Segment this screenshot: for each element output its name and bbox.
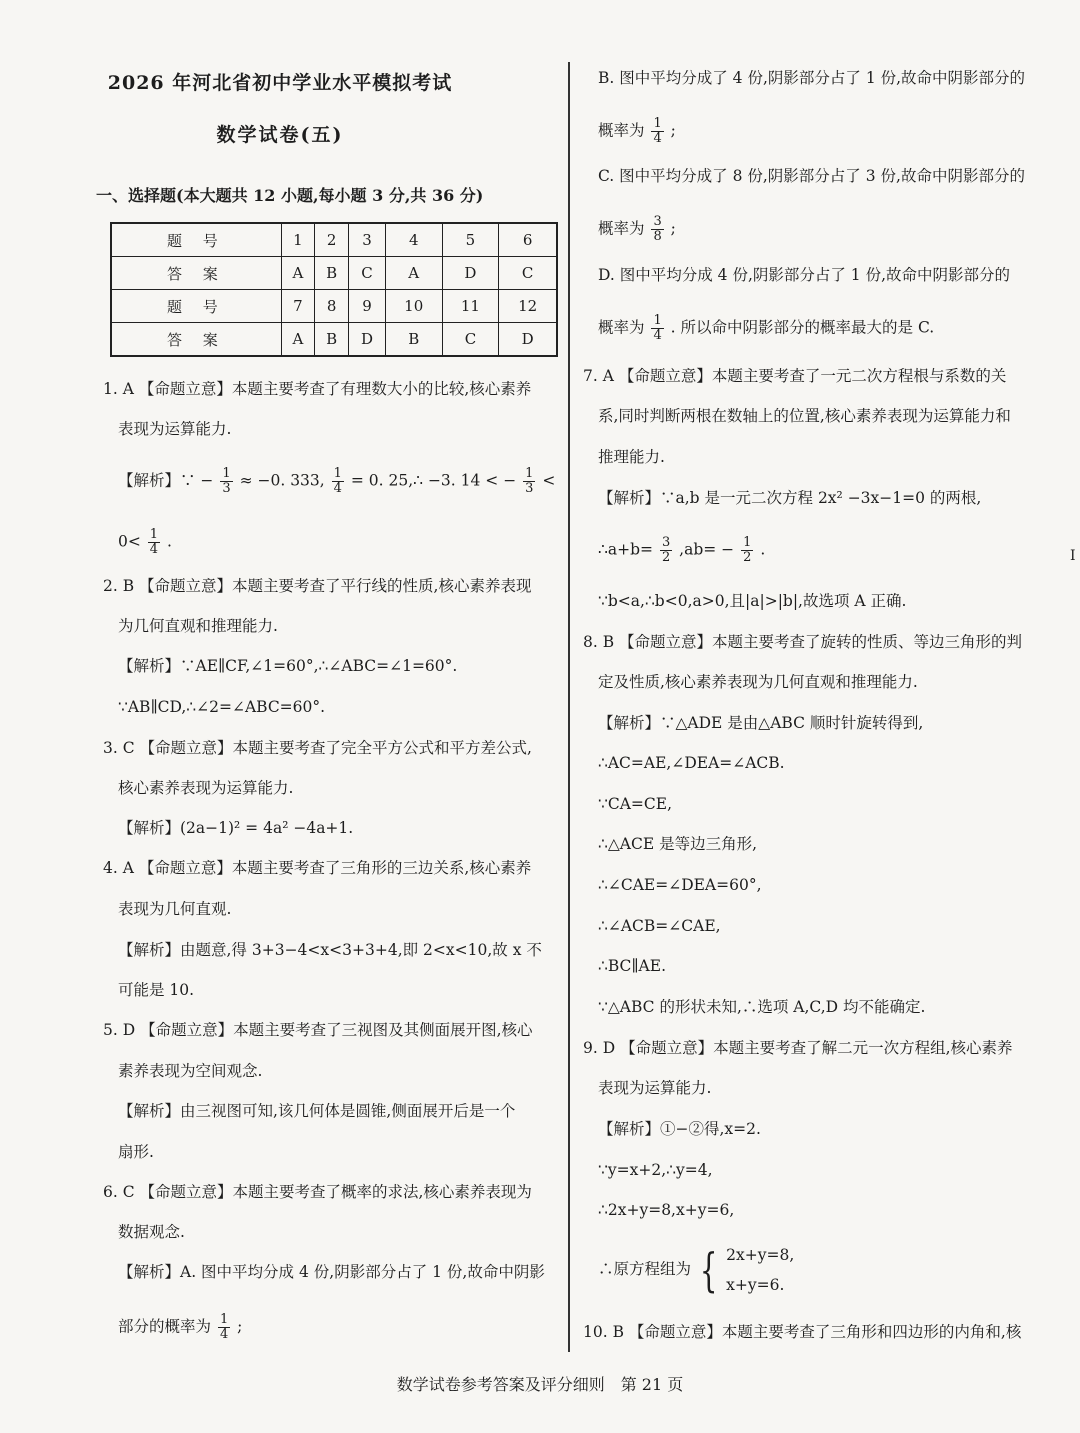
denominator: 3 xyxy=(525,481,534,496)
q10-stem: 10. B 【命题立意】本题主要考查了三角形和四边形的内角和,核 xyxy=(583,1323,1022,1341)
q7-analysis-cont xyxy=(598,536,765,565)
text: ∴原方程组为 xyxy=(598,1260,692,1278)
numerator: 1 xyxy=(743,535,752,550)
q8-step3: ∴△ACE 是等边三角形, xyxy=(598,835,758,853)
equation-stack xyxy=(726,1240,794,1300)
table-cell: A xyxy=(281,323,314,357)
q8-step6: ∴BC∥AE. xyxy=(598,957,666,975)
q4-analysis-cont: 可能是 10. xyxy=(118,981,195,999)
page-footer: 数学试卷参考答案及评分细则 第 21 页 xyxy=(396,1375,684,1394)
numerator: 1 xyxy=(653,116,662,131)
table-cell: C xyxy=(349,257,386,290)
text: 概率为 xyxy=(598,121,645,140)
table-cell: 7 xyxy=(281,290,314,323)
text: ∴a+b= xyxy=(598,540,653,559)
numerator: 1 xyxy=(149,527,159,542)
numerator: 1 xyxy=(525,466,534,481)
q6-stem: 6. C 【命题立意】本题主要考查了概率的求法,核心素养表现为 xyxy=(103,1183,532,1201)
q7-analysis: 【解析】∵a,b 是一元二次方程 2x² −3x−1=0 的两根, xyxy=(598,489,982,507)
q2-stem-cont: 为几何直观和推理能力. xyxy=(118,617,278,635)
table-cell: D xyxy=(442,257,499,290)
numerator: 3 xyxy=(661,535,671,550)
exam-title: 2026 年河北省初中学业水平模拟考试 xyxy=(107,72,453,94)
denominator: 4 xyxy=(653,131,662,146)
q6-option-b: B. 图中平均分成了 4 份,阴影部分占了 1 份,故命中阴影部分的 xyxy=(598,69,1026,87)
table-cell: 答 案 xyxy=(111,257,281,290)
table-cell: 10 xyxy=(385,290,442,323)
numerator: 1 xyxy=(653,313,662,328)
q5-analysis-cont: 扇形. xyxy=(118,1143,154,1161)
table-cell: 5 xyxy=(442,223,499,257)
fraction xyxy=(148,528,160,557)
denominator: 8 xyxy=(653,229,662,244)
q6-option-c: C. 图中平均分成了 8 份,阴影部分占了 3 份,故命中阴影部分的 xyxy=(598,167,1025,185)
q7-analysis-cont2: ∵b<a,∴b<0,a>0,且|a|>|b|,故选项 A 正确. xyxy=(598,592,907,610)
table-row xyxy=(111,223,557,257)
q4-stem-cont: 表现为几何直观. xyxy=(118,900,232,918)
q7-stem-cont2: 推理能力. xyxy=(598,448,665,466)
numerator: 1 xyxy=(222,466,231,481)
equation-2: x+y=6. xyxy=(726,1276,785,1294)
q8-stem: 8. B 【命题立意】本题主要考查了旋转的性质、等边三角形的判 xyxy=(583,633,1023,651)
q5-stem: 5. D 【命题立意】本题主要考查了三视图及其侧面展开图,核心 xyxy=(103,1021,533,1039)
text: = 0. 25,∴ −3. 14 < − xyxy=(350,471,517,490)
table-cell: B xyxy=(315,323,349,357)
q4-stem: 4. A 【命题立意】本题主要考查了三角形的三边关系,核心素养 xyxy=(103,859,532,877)
table-cell: A xyxy=(385,257,442,290)
table-cell: 题 号 xyxy=(111,223,281,257)
table-row xyxy=(111,323,557,357)
q8-step2: ∵CA=CE, xyxy=(598,795,673,813)
denominator: 4 xyxy=(653,328,662,343)
column-divider xyxy=(568,62,570,1352)
denominator: 4 xyxy=(333,481,342,496)
q1-analysis xyxy=(118,467,555,496)
table-cell: 1 xyxy=(281,223,314,257)
table-cell: B xyxy=(315,257,349,290)
table-cell: 题 号 xyxy=(111,290,281,323)
paper-title: 数学试卷(五) xyxy=(216,124,344,146)
section-heading: 一、选择题(本大题共 12 小题,每小题 3 分,共 36 分) xyxy=(96,186,484,205)
q1-analysis-cont xyxy=(118,528,172,557)
text: . xyxy=(760,540,766,559)
table-cell: A xyxy=(281,257,314,290)
q6-option-d: D. 图中平均分成 4 份,阴影部分占了 1 份,故命中阴影部分的 xyxy=(598,266,1011,284)
q6-option-d-cont xyxy=(598,314,934,343)
fraction xyxy=(220,467,232,496)
table-cell: D xyxy=(349,323,386,357)
fraction xyxy=(660,536,672,565)
table-row xyxy=(111,290,557,323)
q3-analysis: 【解析】(2a−1)² = 4a² −4a+1. xyxy=(118,819,354,837)
text: . xyxy=(167,532,172,551)
q6-option-b-cont xyxy=(598,117,676,146)
text: 部分的概率为 xyxy=(118,1317,212,1336)
q8-step1: ∴AC=AE,∠DEA=∠ACB. xyxy=(598,754,785,772)
q8-step4: ∴∠CAE=∠DEA=60°, xyxy=(598,876,762,894)
table-cell: 答 案 xyxy=(111,323,281,357)
text: ≈ −0. 333, xyxy=(239,471,325,490)
q6-option-c-cont xyxy=(598,215,676,244)
text: 0< xyxy=(118,532,141,551)
denominator: 2 xyxy=(743,550,752,565)
q7-stem: 7. A 【命题立意】本题主要考查了一元二次方程根与系数的关 xyxy=(583,367,1007,385)
edge-mark: I xyxy=(1070,548,1076,564)
q9-system xyxy=(598,1240,794,1300)
table-cell: 2 xyxy=(315,223,349,257)
text: . 所以命中阴影部分的概率最大的是 C. xyxy=(670,318,935,337)
numerator: 1 xyxy=(333,466,342,481)
denominator: 3 xyxy=(222,481,231,496)
q4-analysis: 【解析】由题意,得 3+3−4<x<3+3+4,即 2<x<10,故 x 不 xyxy=(118,941,542,959)
text: 概率为 xyxy=(598,219,645,238)
q9-step1: ∵y=x+2,∴y=4, xyxy=(598,1161,713,1179)
q2-stem: 2. B 【命题立意】本题主要考查了平行线的性质,核心素养表现 xyxy=(103,577,532,595)
equation-1: 2x+y=8, xyxy=(726,1246,795,1264)
table-cell: 6 xyxy=(499,223,557,257)
fraction xyxy=(332,467,344,496)
q9-step2: ∴2x+y=8,x+y=6, xyxy=(598,1201,735,1219)
q6-analysis-cont xyxy=(118,1313,242,1342)
numerator: 3 xyxy=(653,214,662,229)
fraction xyxy=(651,117,663,146)
table-cell: 11 xyxy=(442,290,499,323)
denominator: 4 xyxy=(219,1327,229,1342)
q5-stem-cont: 素养表现为空间观念. xyxy=(118,1062,263,1080)
table-cell: 8 xyxy=(315,290,349,323)
text: ,ab= − xyxy=(679,540,735,559)
q3-stem-cont: 核心素养表现为运算能力. xyxy=(118,779,294,797)
table-cell: D xyxy=(499,323,557,357)
text: 概率为 xyxy=(598,318,645,337)
q8-analysis: 【解析】∵△ADE 是由△ABC 顺时针旋转得到, xyxy=(598,714,924,732)
table-cell: 4 xyxy=(385,223,442,257)
fraction xyxy=(651,314,663,343)
denominator: 4 xyxy=(149,542,159,557)
fraction xyxy=(741,536,753,565)
table-cell: C xyxy=(499,257,557,290)
denominator: 2 xyxy=(661,550,671,565)
text: < xyxy=(542,471,556,490)
q1-stem-cont: 表现为运算能力. xyxy=(118,420,232,438)
table-cell: 12 xyxy=(499,290,557,323)
table-cell: C xyxy=(442,323,499,357)
q9-analysis: 【解析】①−②得,x=2. xyxy=(598,1120,761,1138)
brace: { xyxy=(699,1243,718,1297)
q7-stem-cont: 系,同时判断两根在数轴上的位置,核心素养表现为运算能力和 xyxy=(598,407,1011,425)
q8-step5: ∴∠ACB=∠CAE, xyxy=(598,917,721,935)
q8-step7: ∵△ABC 的形状未知,∴选项 A,C,D 均不能确定. xyxy=(598,998,926,1016)
q9-stem-cont: 表现为运算能力. xyxy=(598,1079,712,1097)
table-row xyxy=(111,257,557,290)
q5-analysis: 【解析】由三视图可知,该几何体是圆锥,侧面展开后是一个 xyxy=(118,1102,516,1120)
q1-stem: 1. A 【命题立意】本题主要考查了有理数大小的比较,核心素养 xyxy=(103,380,532,398)
q8-stem-cont: 定及性质,核心素养表现为几何直观和推理能力. xyxy=(598,673,918,691)
fraction xyxy=(651,215,663,244)
q6-analysis: 【解析】A. 图中平均分成 4 份,阴影部分占了 1 份,故命中阴影 xyxy=(118,1263,545,1281)
table-cell: B xyxy=(385,323,442,357)
text: 【解析】∵ − xyxy=(118,471,214,490)
q6-stem-cont: 数据观念. xyxy=(118,1223,185,1241)
text: ; xyxy=(670,121,676,140)
q2-analysis-cont: ∵AB∥CD,∴∠2=∠ABC=60°. xyxy=(118,698,326,716)
fraction xyxy=(218,1313,230,1342)
text: ; xyxy=(670,219,676,238)
table-cell: 3 xyxy=(349,223,386,257)
q2-analysis: 【解析】∵AE∥CF,∠1=60°,∴∠ABC=∠1=60°. xyxy=(118,657,458,675)
q3-stem: 3. C 【命题立意】本题主要考查了完全平方公式和平方差公式, xyxy=(103,739,532,757)
answer-table xyxy=(110,222,558,357)
text: ; xyxy=(237,1317,243,1336)
fraction xyxy=(523,467,535,496)
q9-stem: 9. D 【命题立意】本题主要考查了解二元一次方程组,核心素养 xyxy=(583,1039,1013,1057)
table-cell: 9 xyxy=(349,290,386,323)
numerator: 1 xyxy=(219,1312,229,1327)
